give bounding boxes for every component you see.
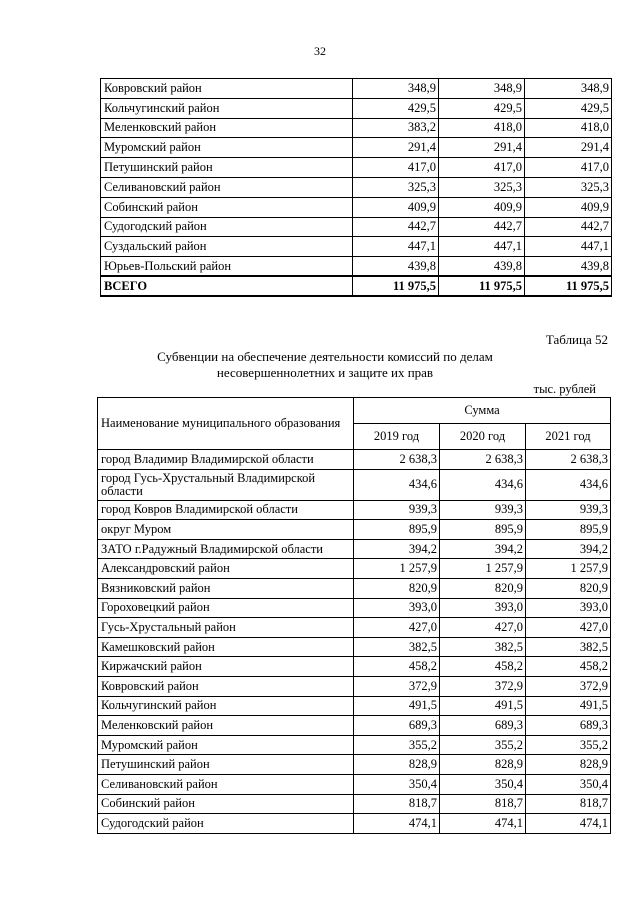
row-name-cell: Камешковский район [98,637,354,657]
row-name-cell: Ковровский район [98,676,354,696]
value-cell: 2 638,3 [526,450,611,470]
row-name-cell: Александровский район [98,559,354,579]
value-cell: 394,2 [354,539,440,559]
total-label: ВСЕГО [101,276,353,296]
value-cell: 820,9 [526,578,611,598]
table-row [98,598,611,618]
value-cell: 325,3 [353,177,439,197]
row-name-cell: Селивановский район [98,774,354,794]
value-cell: 355,2 [354,735,440,755]
row-name-cell: Ковровский район [101,79,353,99]
value-cell: 820,9 [354,578,440,598]
value-cell: 355,2 [526,735,611,755]
value-cell: 458,2 [526,657,611,677]
value-cell: 417,0 [353,158,439,178]
row-name-cell: Меленковский район [98,716,354,736]
value-cell: 1 257,9 [440,559,526,579]
row-name-cell: ЗАТО г.Радужный Владимирской области [98,539,354,559]
table-row [101,217,612,237]
value-cell: 409,9 [439,197,525,217]
table-row [101,138,612,158]
value-cell: 409,9 [353,197,439,217]
value-cell: 418,0 [525,118,612,138]
units-label: тыс. рублей [533,382,596,396]
value-cell: 291,4 [525,138,612,158]
value-cell: 439,8 [525,257,612,277]
value-cell: 394,2 [440,539,526,559]
value-cell: 434,6 [354,469,440,500]
value-cell: 939,3 [526,500,611,520]
table-row [98,559,611,579]
value-cell: 458,2 [354,657,440,677]
row-name-cell: округ Муром [98,520,354,540]
row-name-cell: Гусь-Хрустальный район [98,618,354,638]
total-value: 11 975,5 [525,276,612,296]
page-number: 32 [314,44,326,58]
value-cell: 442,7 [353,217,439,237]
value-cell: 895,9 [526,520,611,540]
table-row [98,676,611,696]
value-cell: 689,3 [440,716,526,736]
value-cell: 895,9 [440,520,526,540]
value-cell: 447,1 [439,237,525,257]
value-cell: 895,9 [354,520,440,540]
value-cell: 828,9 [440,755,526,775]
table-row [98,500,611,520]
value-cell: 818,7 [526,794,611,814]
column-header-year: 2021 год [526,424,611,450]
table-row [98,469,611,500]
value-cell: 427,0 [526,618,611,638]
value-cell: 828,9 [526,755,611,775]
value-cell: 828,9 [354,755,440,775]
table-header-row [98,398,611,424]
value-cell: 429,5 [525,98,612,118]
value-cell: 474,1 [526,814,611,834]
value-cell: 325,3 [439,177,525,197]
value-cell: 2 638,3 [354,450,440,470]
value-cell: 325,3 [525,177,612,197]
table-row [98,618,611,638]
table-row [98,814,611,834]
table-title-line1: Субвенции на обеспечение деятельности комиссий по делам [157,349,493,364]
table-row [101,118,612,138]
table-row [98,539,611,559]
row-name-cell: Селивановский район [101,177,353,197]
value-cell: 427,0 [354,618,440,638]
value-cell: 447,1 [353,237,439,257]
value-cell: 429,5 [439,98,525,118]
value-cell: 442,7 [525,217,612,237]
value-cell: 383,2 [353,118,439,138]
table-row [98,774,611,794]
table-row [101,79,612,99]
table-title [150,349,500,381]
value-cell: 393,0 [354,598,440,618]
value-cell: 382,5 [440,637,526,657]
value-cell: 1 257,9 [354,559,440,579]
value-cell: 474,1 [354,814,440,834]
row-name-cell: Кольчугинский район [98,696,354,716]
table-row [101,158,612,178]
value-cell: 689,3 [354,716,440,736]
value-cell: 372,9 [354,676,440,696]
value-cell: 1 257,9 [526,559,611,579]
value-cell: 491,5 [354,696,440,716]
table-row [101,98,612,118]
table-row [101,177,612,197]
row-name-cell: Муромский район [98,735,354,755]
value-cell: 939,3 [354,500,440,520]
table-row [101,197,612,217]
total-value: 11 975,5 [439,276,525,296]
value-cell: 442,7 [439,217,525,237]
column-header-year: 2020 год [440,424,526,450]
value-cell: 818,7 [354,794,440,814]
value-cell: 491,5 [440,696,526,716]
value-cell: 458,2 [440,657,526,677]
value-cell: 820,9 [440,578,526,598]
row-name-cell: Кольчугинский район [101,98,353,118]
value-cell: 350,4 [526,774,611,794]
table-row [101,237,612,257]
row-name-cell: город Владимир Владимирской области [98,450,354,470]
value-cell: 382,5 [526,637,611,657]
total-row [101,276,612,296]
value-cell: 434,6 [526,469,611,500]
value-cell: 418,0 [439,118,525,138]
table-row [98,716,611,736]
value-cell: 291,4 [439,138,525,158]
row-name-cell: Юрьев-Польский район [101,257,353,277]
value-cell: 348,9 [353,79,439,99]
top-table [100,78,612,297]
column-header-sum: Сумма [354,398,611,424]
row-name-cell: Петушинский район [101,158,353,178]
subventions-table [97,397,611,834]
total-value: 11 975,5 [353,276,439,296]
value-cell: 491,5 [526,696,611,716]
value-cell: 394,2 [526,539,611,559]
value-cell: 439,8 [353,257,439,277]
row-name-cell: Петушинский район [98,755,354,775]
value-cell: 382,5 [354,637,440,657]
value-cell: 434,6 [440,469,526,500]
row-name-cell: город Гусь-Хрустальный Владимирской области [98,469,354,500]
value-cell: 439,8 [439,257,525,277]
column-header-year: 2019 год [354,424,440,450]
value-cell: 393,0 [526,598,611,618]
row-name-cell: Меленковский район [101,118,353,138]
column-header-name: Наименование муниципального образования [98,398,354,450]
value-cell: 348,9 [439,79,525,99]
value-cell: 350,4 [354,774,440,794]
value-cell: 350,4 [440,774,526,794]
row-name-cell: город Ковров Владимирской области [98,500,354,520]
row-name-cell: Судогодский район [101,217,353,237]
row-name-cell: Муромский район [101,138,353,158]
value-cell: 447,1 [525,237,612,257]
row-name-cell: Собинский район [98,794,354,814]
value-cell: 417,0 [525,158,612,178]
value-cell: 372,9 [440,676,526,696]
row-name-cell: Киржачский район [98,657,354,677]
table-row [98,450,611,470]
value-cell: 393,0 [440,598,526,618]
row-name-cell: Судогодский район [98,814,354,834]
table-row [98,657,611,677]
table-row [98,755,611,775]
table-title-line2: несовершеннолетних и защите их прав [216,365,434,380]
value-cell: 429,5 [353,98,439,118]
value-cell: 2 638,3 [440,450,526,470]
table-row [98,735,611,755]
value-cell: 939,3 [440,500,526,520]
row-name-cell: Собинский район [101,197,353,217]
table-row [98,578,611,598]
table-row [98,637,611,657]
table-row [101,257,612,277]
row-name-cell: Гороховецкий район [98,598,354,618]
table-row [98,520,611,540]
table-row [98,794,611,814]
row-name-cell: Вязниковский район [98,578,354,598]
value-cell: 818,7 [440,794,526,814]
value-cell: 291,4 [353,138,439,158]
value-cell: 474,1 [440,814,526,834]
value-cell: 355,2 [440,735,526,755]
value-cell: 427,0 [440,618,526,638]
row-name-cell: Суздальский район [101,237,353,257]
value-cell: 409,9 [525,197,612,217]
value-cell: 689,3 [526,716,611,736]
value-cell: 348,9 [525,79,612,99]
table-row [98,696,611,716]
table-label: Таблица 52 [545,332,608,347]
value-cell: 372,9 [526,676,611,696]
value-cell: 417,0 [439,158,525,178]
